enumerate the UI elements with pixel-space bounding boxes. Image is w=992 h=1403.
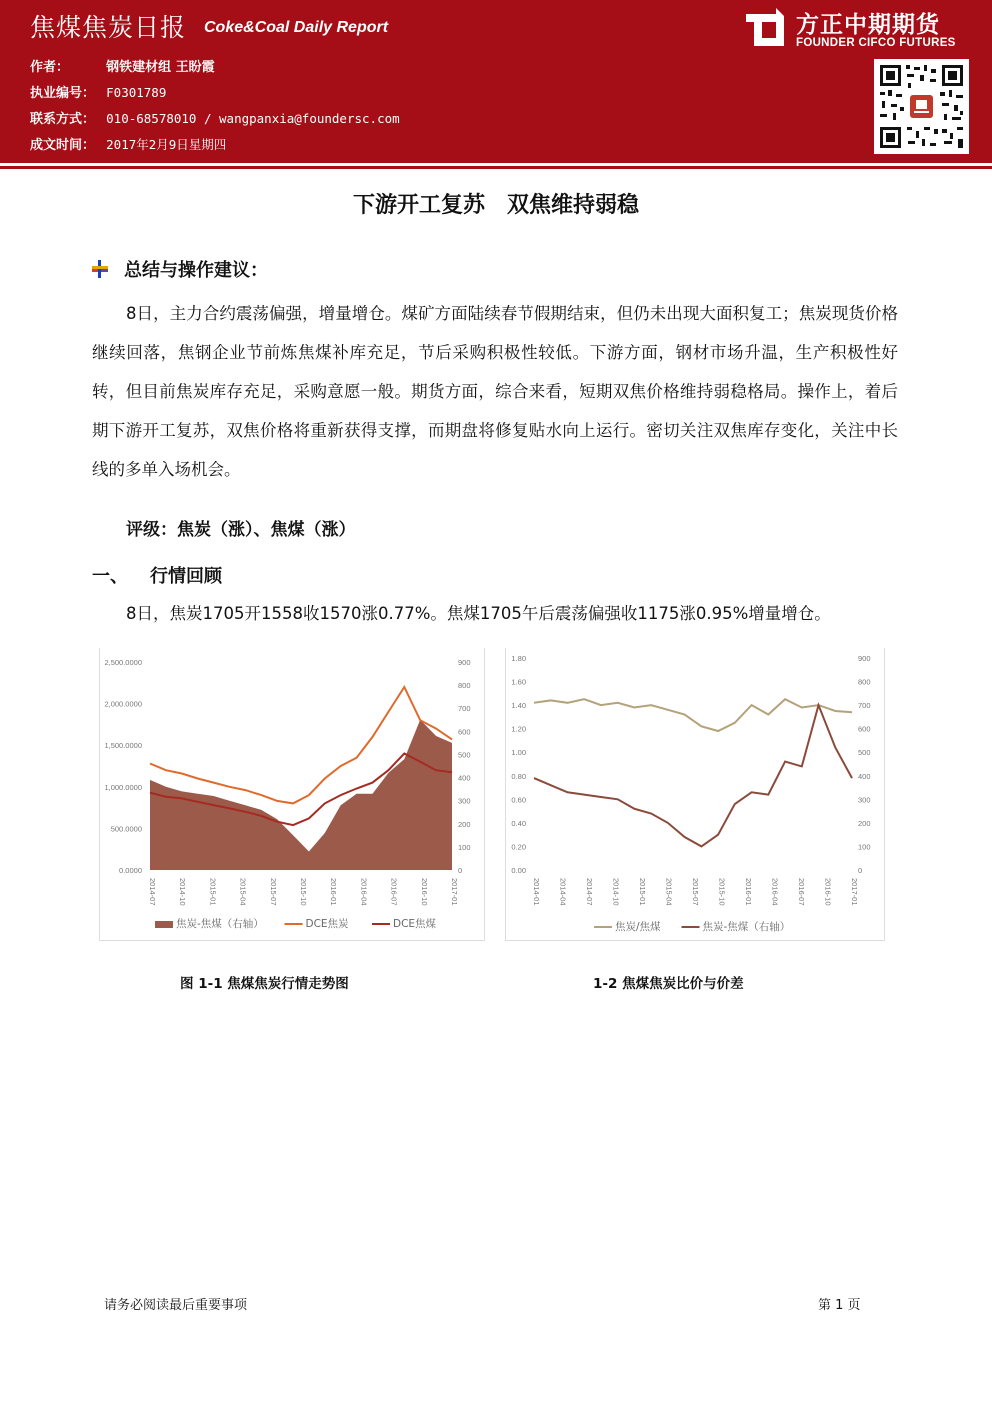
chart1-caption: 图 1-1 焦煤焦炭行情走势图 bbox=[180, 976, 349, 992]
legend-label: DCE焦煤 bbox=[393, 918, 437, 930]
right-axis-tick-label: 900 bbox=[458, 658, 471, 667]
left-axis-tick-label: 0.20 bbox=[511, 842, 526, 852]
logo-text-en: FOUNDER CIFCO FUTURES bbox=[796, 37, 956, 49]
chart-ratio-spread-svg bbox=[506, 648, 884, 940]
x-axis-date-label: 2017-01 bbox=[850, 878, 859, 906]
meta-author bbox=[30, 56, 215, 75]
left-axis-tick-label: 1.80 bbox=[511, 654, 526, 663]
footer-page-number: 第 1 页 bbox=[818, 1298, 861, 1313]
x-axis-date-label: 2015-01 bbox=[638, 878, 647, 906]
logo-mark-icon bbox=[744, 6, 786, 48]
x-axis-date-label: 2016-01 bbox=[744, 878, 753, 906]
chart2-caption: 1-2 焦煤焦炭比价与价差 bbox=[593, 976, 744, 992]
section-heading bbox=[92, 562, 222, 588]
right-axis-tick-label: 900 bbox=[858, 654, 871, 663]
x-axis-date-label: 2015-10 bbox=[299, 878, 308, 906]
x-axis-date-label: 2017-01 bbox=[450, 878, 459, 906]
x-axis-date-label: 2014-10 bbox=[178, 878, 188, 906]
legend-label: 焦炭/焦煤 bbox=[615, 921, 661, 933]
right-axis-tick-label: 300 bbox=[858, 795, 871, 805]
document-title: 下游开工复苏 双焦维持弱稳 bbox=[352, 193, 639, 218]
x-axis-date-label: 2015-04 bbox=[238, 878, 248, 906]
right-axis-tick-label: 100 bbox=[458, 842, 471, 852]
meta-contact bbox=[30, 108, 400, 127]
right-axis-tick-label: 400 bbox=[458, 773, 471, 783]
right-axis-tick-label: 400 bbox=[858, 771, 871, 781]
header-rule bbox=[0, 166, 992, 169]
legend-label: DCE焦炭 bbox=[305, 918, 349, 930]
right-axis-tick-label: 800 bbox=[458, 681, 471, 691]
left-axis-tick-label: 1,500.0000 bbox=[104, 741, 142, 751]
right-axis-tick-label: 600 bbox=[858, 724, 871, 734]
qr-code-icon bbox=[874, 59, 969, 154]
right-axis-tick-label: 0 bbox=[858, 866, 863, 875]
left-axis-tick-label: 1,000.0000 bbox=[104, 782, 142, 792]
meta-value: 钢铁建材组 王盼霞 bbox=[106, 60, 215, 75]
left-axis-tick-label: 0.60 bbox=[511, 795, 526, 805]
x-axis-date-label: 2015-01 bbox=[208, 878, 218, 906]
x-axis-date-label: 2014-10 bbox=[611, 878, 621, 906]
right-axis-tick-label: 0 bbox=[458, 866, 463, 875]
x-axis-date-label: 2015-07 bbox=[691, 878, 700, 906]
summary-heading-text: 总结与操作建议： bbox=[124, 260, 268, 281]
chart-price-trend-svg bbox=[100, 648, 484, 940]
x-axis-date-label: 2014-07 bbox=[148, 878, 157, 906]
chart-price-trend bbox=[99, 648, 485, 941]
meta-value: F0301789 bbox=[106, 85, 167, 100]
x-axis-date-label: 2016-04 bbox=[359, 878, 369, 906]
left-axis-tick-label: 2,500.0000 bbox=[104, 658, 142, 667]
left-axis-tick-label: 1.60 bbox=[511, 677, 526, 687]
series-line bbox=[534, 705, 852, 846]
report-title: 焦煤焦炭日报 bbox=[30, 13, 187, 42]
legend-swatch bbox=[155, 921, 173, 928]
meta-key: 联系方式： bbox=[30, 112, 96, 127]
left-axis-tick-label: 0.40 bbox=[511, 818, 526, 828]
x-axis-date-label: 2015-07 bbox=[268, 878, 278, 906]
left-axis-tick-label: 0.80 bbox=[511, 771, 526, 781]
meta-date bbox=[30, 134, 226, 153]
meta-key: 执业编号： bbox=[30, 86, 96, 101]
chart-ratio-spread bbox=[505, 648, 885, 941]
market-review-paragraph: 8日，焦炭1705开1558收1570涨0.77%。焦煤1705午后震荡偏强收1175涨0.95%增量增仓。 bbox=[126, 604, 831, 623]
meta-value: 010-68578010 / wangpanxia@foundersc.com bbox=[106, 111, 400, 126]
report-header bbox=[0, 0, 992, 163]
section-number: 一、 bbox=[92, 566, 128, 587]
right-axis-tick-label: 700 bbox=[858, 701, 871, 711]
x-axis-date-label: 2016-07 bbox=[797, 878, 806, 906]
left-axis-tick-label: 1.00 bbox=[511, 748, 526, 758]
x-axis-date-label: 2014-01 bbox=[532, 878, 541, 906]
summary-heading bbox=[92, 256, 268, 282]
right-axis-tick-label: 200 bbox=[458, 819, 471, 829]
summary-paragraph: 8日，主力合约震荡偏强，增量增仓。煤矿方面陆续春节假期结束，但仍未出现大面积复工；焦炭现货价格继续回落，焦钢企业节前炼焦煤补库充足，节后采购积极性较低。下游方面，钢材市场升温，生产积极性好转，但目前焦炭库存充足，采购意愿一般。期货方面，综合来看，短期双焦价格维持弱稳格局。操作上，着后期下游开工复苏，双焦价格将重新获得支撑，而期盘将修复贴水向上运行。密切关注双焦库存变化，关注中长线的多单入场机会。 bbox=[92, 304, 898, 479]
section-bullet-icon bbox=[92, 260, 108, 276]
right-axis-tick-label: 800 bbox=[858, 677, 871, 687]
x-axis-date-label: 2016-07 bbox=[389, 878, 399, 906]
report-subtitle: Coke&Coal Daily Report bbox=[204, 19, 389, 36]
legend-label: 焦炭-焦煤（右轴） bbox=[176, 918, 264, 930]
x-axis-date-label: 2016-01 bbox=[329, 878, 339, 906]
company-logo bbox=[744, 6, 976, 54]
right-axis-tick-label: 300 bbox=[458, 796, 471, 806]
left-axis-tick-label: 1.40 bbox=[511, 701, 526, 711]
meta-license bbox=[30, 82, 166, 101]
x-axis-date-label: 2014-04 bbox=[558, 878, 568, 906]
right-axis-tick-label: 600 bbox=[458, 727, 471, 737]
series-area bbox=[150, 720, 452, 870]
legend-label: 焦炭-焦煤（右轴） bbox=[702, 921, 791, 933]
x-axis-date-label: 2016-10 bbox=[419, 878, 429, 906]
x-axis-date-label: 2014-07 bbox=[585, 878, 594, 906]
meta-key: 成文时间： bbox=[30, 138, 96, 153]
right-axis-tick-label: 500 bbox=[458, 750, 471, 760]
right-axis-tick-label: 700 bbox=[458, 704, 471, 714]
left-axis-tick-label: 0.00 bbox=[511, 866, 526, 875]
meta-key: 作者： bbox=[30, 60, 70, 75]
x-axis-date-label: 2016-10 bbox=[823, 878, 833, 906]
footer-notice: 请务必阅读最后重要事项 bbox=[104, 1298, 248, 1313]
x-axis-date-label: 2015-04 bbox=[664, 878, 674, 906]
series-line bbox=[534, 699, 852, 731]
left-axis-tick-label: 2,000.0000 bbox=[104, 699, 142, 709]
left-axis-tick-label: 1.20 bbox=[511, 724, 526, 734]
section-title: 行情回顾 bbox=[150, 566, 222, 587]
right-axis-tick-label: 100 bbox=[858, 842, 871, 852]
meta-value: 2017年2月9日星期四 bbox=[106, 137, 227, 152]
right-axis-tick-label: 500 bbox=[858, 748, 871, 758]
left-axis-tick-label: 500.0000 bbox=[110, 824, 142, 834]
rating-line: 评级：焦炭（涨）、焦煤（涨） bbox=[126, 520, 356, 540]
x-axis-date-label: 2016-04 bbox=[770, 878, 780, 906]
x-axis-date-label: 2015-10 bbox=[717, 878, 727, 906]
left-axis-tick-label: 0.0000 bbox=[119, 866, 142, 875]
right-axis-tick-label: 200 bbox=[858, 818, 871, 828]
logo-text-cn: 方正中期期货 bbox=[796, 12, 940, 38]
